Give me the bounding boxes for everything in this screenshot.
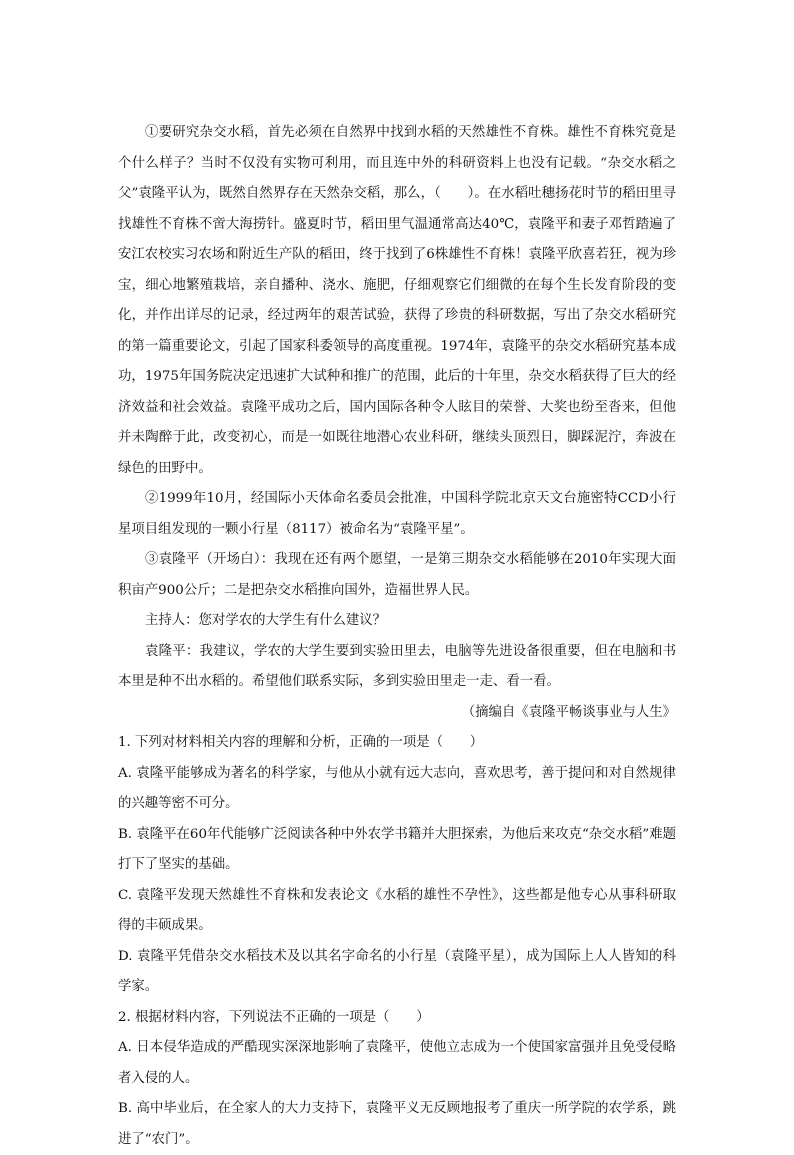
question-2-option-a: A. 日本侵华造成的严酷现实深深地影响了袁隆平，使他立志成为一个使国家富强并且免受侵略者入侵的人。 <box>118 1040 676 1086</box>
passage-paragraph-5: 袁隆平：我建议，学农的大学生要到实验田里去，电脑等先进设备很重要，但在电脑和书本里是种不出水稻的。希望他们联系实际，多到实验田里走一走、看一看。 <box>118 643 676 689</box>
question-1-stem: 1. 下列对材料相关内容的理解和分析，正确的一项是（ ） <box>118 735 484 750</box>
passage-paragraph-3: ③袁隆平（开场白）：我现在还有两个愿望，一是第三期杂交水稻能够在2010年实现大面积亩产900公斤；二是把杂交水稻推向国外，造福世界人民。 <box>118 552 676 598</box>
question-2-stem: 2. 根据材料内容，下列说法不正确的一项是（ ） <box>118 1009 430 1025</box>
passage-paragraph-1: ①要研究杂交水稻，首先必须在自然界中找到水稻的天然雄性不育株。雄性不育株究竟是个什么样子？当时不仅没有实物可利用，而且连中外的科研资料上也没有记载。“杂交水稻之父”袁隆平认为，既然自然界存在天然杂交稻，那么，（ ）。在水稻吐穗扬花时节的稻田里寻找雄性不育株不啻大海捞针。盛夏时节，稻田里气温通常高达40℃，袁隆平和妻子邓哲踏遍了安江农校实习农场和附近生产队的稻田，终于找到了6株雄性不育株！袁隆平欣喜若狂，视为珍宝，细心地繁殖栽培，亲自播种、浇水、施肥，仔细观察它们细微的在每个生长发育阶段的变化，并作出详尽的记录，经过两年的艰苦试验，获得了珍贵的科研数据，写出了杂交水稻研究的第一篇重要论文，引起了国家科委领导的高度重视。1974年，袁隆平的杂交水稻研究基本成功，1975年国务院决定迅速扩大试种和推广的范围，此后的十年里，杂交水稻获得了巨大的经济效益和社会效益。袁隆平成功之后，国内国际各种令人眩目的荣誉、大奖也纷至沓来，但他并未陶醉于此，改变初心，而是一如既往地潜心农业科研，继续头顶烈日，脚踩泥泞，奔波在绿色的田野中。 <box>118 125 676 476</box>
question-1-option-d: D. 袁隆平凭借杂交水稻技术及以其名字命名的小行星（袁隆平星），成为国际上人人皆知的科学家。 <box>118 948 676 994</box>
document-page <box>118 118 676 1155</box>
question-1-option-c: C. 袁隆平发现天然雄性不育株和发表论文《水稻的雄性不孕性》，这些都是他专心从事科研取得的丰硕成果。 <box>118 887 676 933</box>
passage-paragraph-2: ②1999年10月，经国际小天体命名委员会批准，中国科学院北京天文台施密特CCD小行星项目组发现的一颗小行星（8117）被命名为“袁隆平星”。 <box>118 491 676 537</box>
source-note: （摘编自《袁隆平畅谈事业与人生》 <box>461 704 676 720</box>
passage-paragraph-4: 主持人：您对学农的大学生有什么建议？ <box>145 613 387 628</box>
question-1-option-a: A. 袁隆平能够成为著名的科学家，与他从小就有远大志向，喜欢思考，善于提问和对自然规律的兴趣等密不可分。 <box>118 765 676 811</box>
question-1-option-b: B. 袁隆平在60年代能够广泛阅读各种中外农学书籍并大胆探索，为他后来攻克“杂交水稻”难题打下了坚实的基础。 <box>118 826 676 872</box>
question-2-option-b: B. 高中毕业后，在全家人的大力支持下，袁隆平义无反顾地报考了重庆一所学院的农学系，跳进了“农门”。 <box>118 1101 676 1147</box>
